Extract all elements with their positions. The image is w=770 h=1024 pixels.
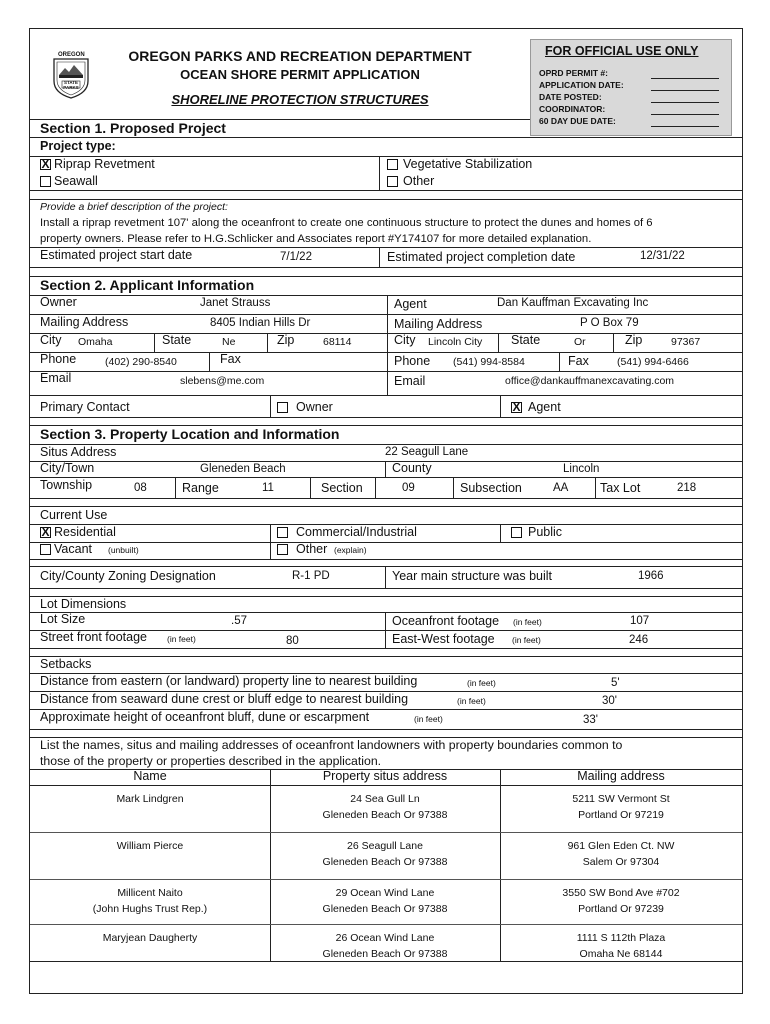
col-situs-header: Property situs address bbox=[322, 769, 448, 783]
east-west-footage-field[interactable]: 246 bbox=[629, 634, 649, 646]
bluff-height-field[interactable]: 33' bbox=[583, 714, 598, 726]
owner-mailing-line2[interactable]: Omaha Ne 68144 bbox=[579, 948, 663, 960]
form-page: OREGON STATE PARKS OREGON PARKS AND RECREATION DEPARTMENT OCEAN SHORE PERMIT APPLICATION SHORELINE PROTECTION STRUCTURES FOR OFFICIAL USE ONLY OPRD PERMIT #: APPLICATION DATE: DATE POSTED: COORDINATOR: 60 DAY DUE DATE: Section 1. Proposed Project Project type: X Riprap Revetment Vegetative Stabilization Seawall Other Provide a brief description of the project: Install a riprap revetment 107' along the oceanfront to create one continuous structure to protect the dunes and homes of 6 property owners. Please refer to H.G.Schlicker and Associates report #Y174107 for more detailed explanation. Estimated project start date 7/1/22 Estimated project completion date 12/31/22 Section 2. Applicant Information Owner Janet Strauss Agent Dan Kauffman Excavating Inc Mailing Address 8405 Indian Hills Dr Mailing Address P O Box 79 City Omaha State Ne Zip 68114 City Lincoln City State Or Zip 97367 Phone (402) 290-8540 Fax Phone (541) 994-8584 Fax (541) 994-6466 Email slebens@me.com Email office@dankauffmanexcavating.com Primary Contact Owner X Agent Section 3. Property Location and Information Situs Address 22 Seagull Lane City/Town Gleneden Beach County Lincoln Township 08 Range 11 Section 09 Subsection AA Tax Lot 218 Current Use X Residential Commercial/Industrial Public Vacant (unbuilt) Other (explain) City/County Zoning Designation R-1 PD Year main structure was built 1966 Lot Dimensions Lot Size .57 Oceanfront footage (in feet) 107 Street front footage (in feet) 80 East-West footage (in feet) 246 Setbacks Distance from eastern (or landward) property line to nearest building (in feet) 5' Distance from seaward dune crest or bluff edge to nearest building (in feet) 30' Approximate height of oceanfront bluff, dune or escarpment (in feet) 33' List the names, situs and mailing addresses of oceanfront landowners with property boundaries common to those of the property or properties described in the application. Name Property situs address Mailing address Mark Lindgren 24 Sea Gull Ln Gleneden Beach Or 97388 5211 SW Vermont St Portland Or 97219 William Pierce 26 Seagull Lane Gleneden Beach Or 97388 961 Glen Eden Ct. NW Salem Or 97304 Millicent Naito (John Hughs Trust Rep.) 29 Ocean Wind Lane Gleneden Beach Or 97388 3550 SW Bond Ave #702 Portland Or 97239 Maryjean Daugherty 26 Ocean Wind Lane Gleneden Beach Or 97388 1111 S 112th Plaza Omaha Ne 68144 bbox=[29, 28, 743, 994]
agent-field[interactable]: Dan Kauffman Excavating Inc bbox=[497, 297, 649, 309]
owner-city-field[interactable]: Omaha bbox=[78, 336, 113, 348]
subsection-field[interactable]: AA bbox=[553, 482, 569, 494]
start-date-field[interactable]: 7/1/22 bbox=[280, 251, 312, 263]
owner-mailing-line1[interactable]: 3550 SW Bond Ave #702 bbox=[562, 887, 680, 899]
agent-state-field[interactable]: Or bbox=[574, 336, 586, 348]
owner-mailing-line1[interactable]: 1111 S 112th Plaza bbox=[576, 932, 666, 944]
owner-situs-line2[interactable]: Gleneden Beach Or 97388 bbox=[322, 856, 448, 868]
agent-city-field[interactable]: Lincoln City bbox=[428, 336, 483, 348]
owner-situs-line1[interactable]: 24 Sea Gull Ln bbox=[350, 793, 420, 805]
agent-mailing-field[interactable]: P O Box 79 bbox=[580, 317, 639, 329]
tax-lot-field[interactable]: 218 bbox=[677, 482, 697, 494]
owner-name-line1[interactable]: William Pierce bbox=[116, 840, 184, 852]
official-use-box: FOR OFFICIAL USE ONLY OPRD PERMIT #: APPLICATION DATE: DATE POSTED: COORDINATOR: 60 DAY DUE DATE: bbox=[530, 39, 732, 136]
county-field[interactable]: Lincoln bbox=[563, 463, 600, 475]
owner-situs-line1[interactable]: 26 Seagull Lane bbox=[347, 840, 423, 852]
owner-mailing-field[interactable]: 8405 Indian Hills Dr bbox=[210, 317, 311, 329]
vacant-checkbox[interactable] bbox=[40, 544, 51, 555]
owner-situs-line2[interactable]: Gleneden Beach Or 97388 bbox=[322, 809, 448, 821]
owner-email-field[interactable]: slebens@me.com bbox=[180, 375, 265, 387]
primary-agent-checkbox[interactable]: X bbox=[512, 400, 521, 414]
other-project-checkbox[interactable] bbox=[387, 176, 398, 187]
owner-name-line1[interactable]: Maryjean Daugherty bbox=[102, 932, 198, 944]
dept-title: OREGON PARKS AND RECREATION DEPARTMENT bbox=[128, 48, 472, 64]
section-field[interactable]: 09 bbox=[402, 482, 415, 494]
owner-mailing-line1[interactable]: 5211 SW Vermont St bbox=[572, 793, 670, 805]
riprap-checkbox[interactable]: X bbox=[41, 157, 50, 171]
setback-seaward-field[interactable]: 30' bbox=[602, 695, 617, 707]
col-mailing-header: Mailing address bbox=[577, 769, 665, 783]
street-footage-field[interactable]: 80 bbox=[286, 635, 299, 647]
col-name-header: Name bbox=[133, 769, 167, 783]
setback-eastern-field[interactable]: 5' bbox=[611, 677, 620, 689]
agent-email-field[interactable]: office@dankauffmanexcavating.com bbox=[505, 375, 675, 387]
primary-owner-checkbox[interactable] bbox=[277, 402, 288, 413]
agent-fax-field[interactable]: (541) 994-6466 bbox=[617, 356, 689, 368]
oceanfront-footage-field[interactable]: 107 bbox=[630, 615, 650, 627]
situs-address-field[interactable]: 22 Seagull Lane bbox=[385, 446, 469, 458]
section-3-title: Section 3. Property Location and Information bbox=[40, 426, 340, 442]
lot-size-field[interactable]: .57 bbox=[231, 615, 247, 627]
public-checkbox[interactable] bbox=[511, 527, 522, 538]
section-2-title: Section 2. Applicant Information bbox=[40, 277, 255, 293]
owner-name-line1[interactable]: Millicent Naito bbox=[117, 887, 183, 899]
owner-name-line2[interactable]: (John Hughs Trust Rep.) bbox=[92, 903, 208, 915]
owner-mailing-line1[interactable]: 961 Glen Eden Ct. NW bbox=[567, 840, 675, 852]
owner-phone-field[interactable]: (402) 290-8540 bbox=[105, 356, 177, 368]
form-subtitle: SHORELINE PROTECTION STRUCTURES bbox=[171, 92, 429, 107]
completion-date-field[interactable]: 12/31/22 bbox=[640, 250, 685, 262]
year-built-field[interactable]: 1966 bbox=[638, 570, 664, 582]
owner-situs-line2[interactable]: Gleneden Beach Or 97388 bbox=[322, 948, 448, 960]
vegetative-checkbox[interactable] bbox=[387, 159, 398, 170]
owner-situs-line2[interactable]: Gleneden Beach Or 97388 bbox=[322, 903, 448, 915]
owner-name-line1[interactable]: Mark Lindgren bbox=[116, 793, 184, 805]
project-description[interactable]: Install a riprap revetment 107' along the oceanfront to create one continuous structure to protect the dunes and homes of 6 bbox=[40, 217, 653, 229]
owner-zip-field[interactable]: 68114 bbox=[323, 336, 352, 348]
section-1-title: Section 1. Proposed Project bbox=[40, 120, 226, 136]
residential-checkbox[interactable]: X bbox=[41, 525, 50, 539]
agent-zip-field[interactable]: 97367 bbox=[671, 336, 701, 348]
owner-field[interactable]: Janet Strauss bbox=[200, 297, 271, 309]
commercial-checkbox[interactable] bbox=[277, 527, 288, 538]
form-title: OCEAN SHORE PERMIT APPLICATION bbox=[180, 67, 420, 82]
township-field[interactable]: 08 bbox=[134, 482, 147, 494]
owner-state-field[interactable]: Ne bbox=[222, 336, 236, 348]
owner-mailing-line2[interactable]: Portland Or 97219 bbox=[578, 809, 664, 821]
agent-phone-field[interactable]: (541) 994-8584 bbox=[453, 356, 525, 368]
oregon-state-parks-logo: OREGON STATE PARKS bbox=[50, 53, 92, 99]
owner-situs-line1[interactable]: 29 Ocean Wind Lane bbox=[335, 887, 435, 899]
other-use-checkbox[interactable] bbox=[277, 544, 288, 555]
citytown-field[interactable]: Gleneden Beach bbox=[200, 463, 286, 475]
owner-mailing-line2[interactable]: Portland Or 97239 bbox=[578, 903, 664, 915]
range-field[interactable]: 11 bbox=[262, 482, 274, 494]
zoning-field[interactable]: R-1 PD bbox=[292, 570, 330, 582]
seawall-checkbox[interactable] bbox=[40, 176, 51, 187]
owner-mailing-line2[interactable]: Salem Or 97304 bbox=[582, 856, 660, 868]
owner-situs-line1[interactable]: 26 Ocean Wind Lane bbox=[335, 932, 435, 944]
